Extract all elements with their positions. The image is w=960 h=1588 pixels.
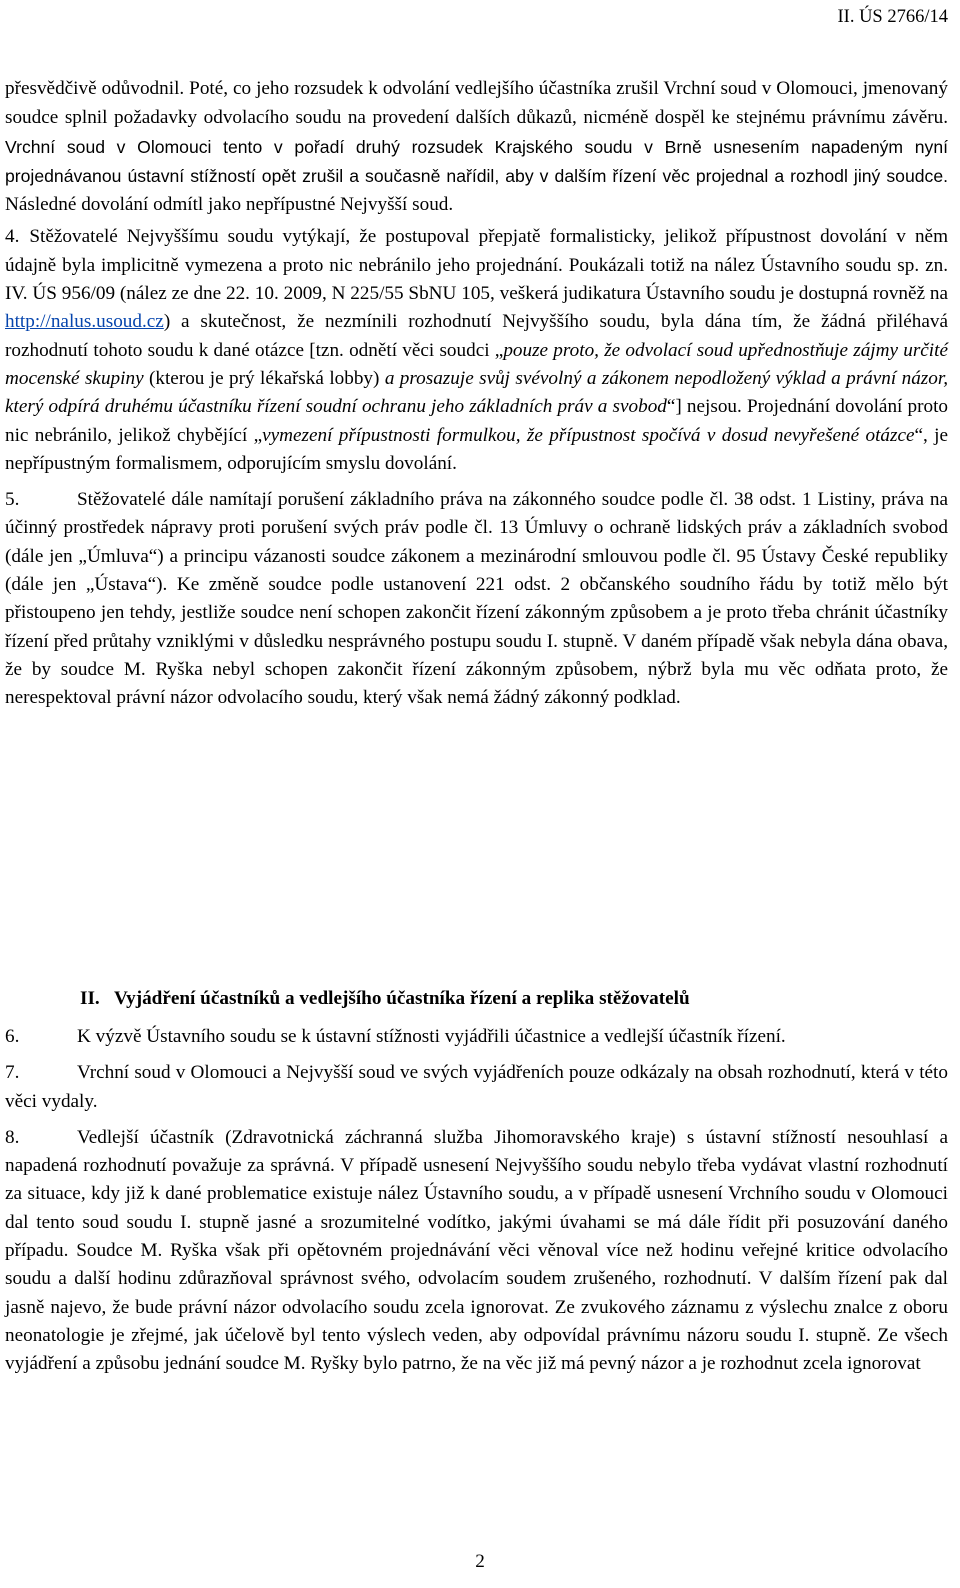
p4-text-a: Stěžovatelé Nejvyššímu soudu vytýkají, že postupoval přepjatě formalisticky, jelikož přípustnost dovolání v něm údajně byla implicitně vymezena a proto nic nebránilo jeho projednání. Poukázali totiž na nález Ústavního soudu sp. zn. IV. ÚS 956/09 (nález ze dne 22. 10. 2009, N 225/55 SbNU 105, veškerá judikatura Ústavního soudu je dostupná rovněž na — [5, 226, 948, 305]
intro-text-a: přesvědčivě odůvodnil. Poté, co jeho rozsudek k odvolání vedlejšího účastníka zrušil Vrchní soud v Olomouci, jmenovaný soudce splnil požadavky odvolacího soudu na provedení dalších důkazů, nicméně dospěl ke stejnému právnímu závěru. — [5, 78, 948, 129]
paragraph-number: 6. — [5, 1026, 20, 1047]
nalus-link[interactable]: http://nalus.usoud.cz — [5, 311, 164, 333]
paragraph-6 — [5, 1023, 948, 1051]
section-roman-number: II. — [80, 988, 100, 1009]
case-number-header: II. ÚS 2766/14 — [837, 7, 948, 27]
body-text — [5, 75, 948, 713]
paragraph-number: 4. — [5, 226, 20, 248]
p6-text: K výzvě Ústavního soudu se k ústavní stížnosti vyjádřili účastnice a vedlejší účastník řízení. — [77, 1026, 786, 1047]
section-2-body — [5, 1023, 948, 1379]
paragraph-7 — [5, 1059, 948, 1116]
section-heading — [80, 986, 940, 1012]
p4-quote-2: a prosazuje svůj svévolný a zákonem nepodložený výklad a právní názor, který odpírá druhému účastníku řízení soudní ochranu jeho základních práv a svobod — [5, 367, 948, 418]
p8-text: Vedlejší účastník (Zdravotnická záchranná služba Jihomoravského kraje) s ústavní stížností nesouhlasí a napadená rozhodnutí považuje za správná. V případě usnesení Nejvyššího soudu nebylo třeba vydávat vlastní rozhodnutí za situace, kdy již k dané problematice existuje nález Ústavního soudu, a v případě usnesení Vrchního soudu v Olomouci dal tento soud soudu I. stupně jasné a srozumitelné vodítko, jakými úvahami se má dále řídit při posuzování daného případu. Soudce M. Ryška však při opětovném projednávání věci věnoval více než hodinu veřejné kritice odvolacího soudu a další hodinu zdůrazňoval správnost svého, odvolacím soudem zrušeného, rozhodnutí. V dalším řízení pak dal jasně najevo, že bude právní názor odvolacího soudu zcela ignorovat. Ze zvukového záznamu z výslechu znalce z oboru neonatologie je zřejmé, jak účelově byl tento výslech veden, aby odpovídal právnímu názoru soudu I. stupně. Ze všech vyjádření a způsobu jednání soudce M. Ryšky bylo patrno, že na věc již má pevný názor a je rozhodnut zcela ignorovat — [5, 1126, 948, 1375]
section-title: Vyjádření účastníků a vedlejšího účastníka řízení a replika stěžovatelů — [114, 988, 690, 1009]
paragraph-5 — [5, 486, 948, 712]
p4-text-c: (kterou je prý lékařská lobby) — [143, 367, 385, 389]
p4-quote-1: pouze proto, že odvolací soud upřednostňuje zájmy určité mocenské skupiny — [5, 339, 948, 389]
paragraph-intro — [5, 75, 948, 219]
page-number: 2 — [475, 1551, 485, 1572]
intro-text-c: Následné dovolání odmítl jako nepřípustné Nejvyšší soud. — [5, 194, 454, 216]
paragraph-number: 5. — [5, 489, 20, 511]
paragraph-number: 7. — [5, 1062, 20, 1084]
p4-quote-3: vymezení přípustnosti formulkou, že přípustnost spočívá v dosud nevyřešené otázce — [262, 424, 915, 446]
p4-text-b: ) a skutečnost, že nezmínili rozhodnutí Nejvyššího soudu, byla dána tím, že žádná přiléhavá rozhodnutí tohoto soudu k dané otázce [tzn. odnětí věci soudci „ — [5, 311, 948, 361]
paragraph-8 — [5, 1124, 948, 1379]
paragraph-number: 8. — [5, 1126, 20, 1148]
paragraph-4 — [5, 223, 948, 478]
p7-text: Vrchní soud v Olomouci a Nejvyšší soud ve svých vyjádřeních pouze odkázaly na obsah rozhodnutí, která v této věci vydaly. — [5, 1062, 948, 1112]
intro-text-b: Vrchní soud v Olomouci tento v pořadí druhý rozsudek Krajského soudu v Brně usnesením napadeným nyní projednávanou ústavní stížností opět zrušil a současně nařídil, aby v dalším řízení věc projednal a rozhodl jiný soudce. — [5, 136, 948, 186]
p4-text-d: “] nejsou. Projednání dovolání proto nic nebránilo, jelikož chybějící „ — [5, 396, 949, 446]
p4-text-e: “, je nepřípustným formalismem, odporujícím smyslu dovolání. — [5, 424, 949, 474]
p5-text: Stěžovatelé dále namítají porušení základního práva na zákonného soudce podle čl. 38 odst. 1 Listiny, práva na účinný prostředek nápravy proti porušení svých práv podle čl. 13 Úmluvy o ochraně lidských práv a základních svobod (dále jen „Úmluva“) a principu vázanosti soudce zákonem a mezinárodní smlouvou podle čl. 95 Ústavy České republiky (dále jen „Ústava“). Ke změně soudce podle ustanovení 221 odst. 2 občanského soudního řádu by totiž mělo být přistoupeno jen tehdy, jestliže soudce není schopen zakončit řízení zákonným způsobem a je proto třeba chránit účastníky řízení před průtahy vzniklými v důsledku nesprávného postupu soudu I. stupně. V daném případě však nebyla dána obava, že by soudce M. Ryška nebyl schopen zakončit řízení zákonným způsobem, nýbrž byla mu věc odňata proto, že nerespektoval právní názor odvolacího soudu, který však nemá žádný zákonný podklad. — [5, 489, 948, 709]
